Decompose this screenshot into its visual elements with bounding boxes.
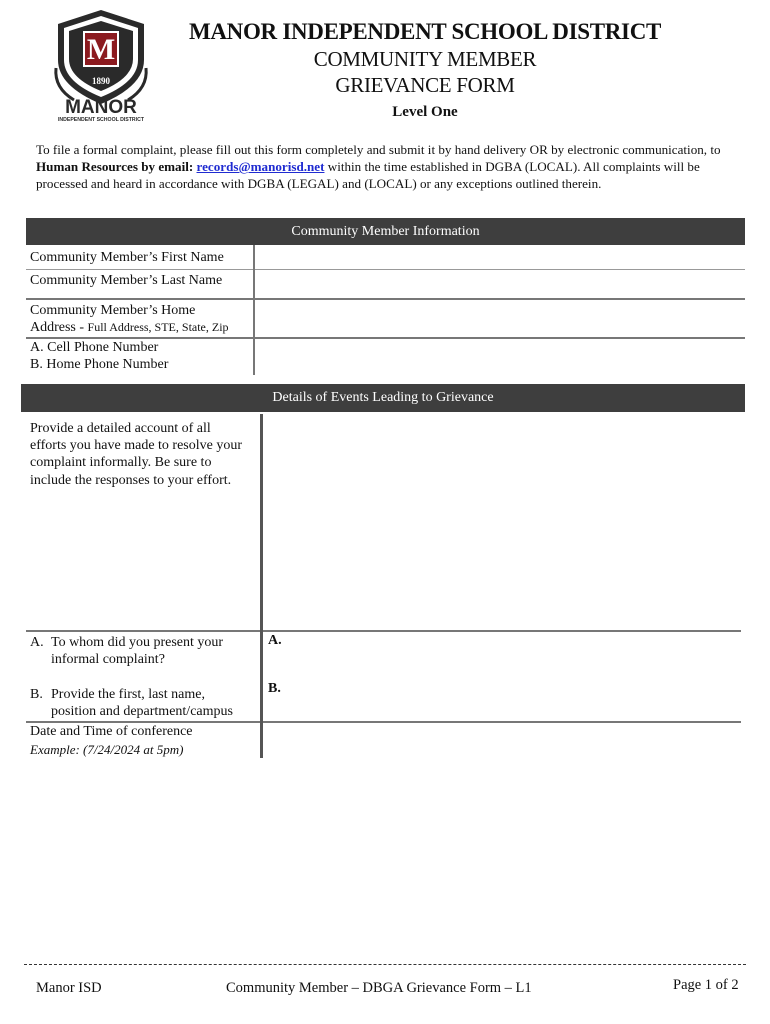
to-whom-label-line2: informal complaint? [51,652,165,667]
home-phone-label: B. Home Phone Number [30,357,169,372]
last-name-label: Community Member’s Last Name [30,273,223,288]
to-whom-prefix: A. [30,635,44,650]
address-field[interactable] [256,300,744,336]
phone-field[interactable] [256,339,744,375]
level-label: Level One [392,104,458,120]
section-header-member-info: Community Member Information [26,218,745,245]
logo-subtitle: INDEPENDENT SCHOOL DISTRICT [57,117,145,122]
logo-letter: M [86,33,116,66]
contact-person-field[interactable] [264,680,742,720]
account-label-line2: efforts you have made to resolve your [30,438,243,453]
to-whom-field[interactable] [264,632,742,680]
email-link[interactable]: records@manorisd.net [196,159,325,174]
title-block [160,18,690,121]
footer-divider [24,964,746,965]
district-name: MANOR INDEPENDENT SCHOOL DISTRICT [188,19,662,44]
date-example: Example: (7/24/2024 at 5pm) [30,742,184,757]
provide-label-line1: Provide the first, last name, [51,687,205,702]
address-label-line2: Address - Full Address, STE, State, Zip [30,320,229,335]
date-label: Date and Time of conference [30,724,193,739]
first-name-label: Community Member’s First Name [30,250,224,265]
account-label-line1: Provide a detailed account of all [30,421,211,436]
form-title-line1: COMMUNITY MEMBER [313,47,537,71]
logo-name: MANOR [65,97,137,118]
intro-paragraph [36,141,736,192]
provide-prefix: B. [30,687,43,702]
column-divider [260,414,263,758]
footer-center: Community Member – DBGA Grievance Form – L1 [226,980,532,996]
section-header-details: Details of Events Leading to Grievance [21,384,745,412]
footer-left: Manor ISD [36,980,102,996]
account-label-line4: include the responses to your effort. [30,473,232,488]
first-name-field[interactable] [256,245,744,269]
logo-year: 1890 [92,76,110,86]
address-label-line1: Community Member’s Home [30,303,196,318]
intro-text-2: within the time established in DGBA (LOCAL). All complaints will be processed and heard in accordance with DGBA (LEGAL) and (LOCAL) or any exceptions outlined therein. [36,159,700,191]
form-title-line2: GRIEVANCE FORM [335,73,515,97]
account-label-line3: complaint informally. Be sure to [30,455,212,470]
last-name-field[interactable] [256,270,744,297]
cell-phone-label: A. Cell Phone Number [30,340,159,355]
hr-label: Human Resources by email: [36,159,197,174]
manor-isd-logo [48,8,154,122]
intro-text-1: To file a formal complaint, please fill out this form completely and submit it by hand delivery OR by electronic communication, to [36,142,721,157]
account-details-field[interactable] [264,414,742,629]
answer-b-label: B. [268,681,281,696]
column-divider [253,245,255,375]
date-time-field[interactable] [264,722,742,758]
provide-label-line2: position and department/campus [51,704,233,719]
to-whom-label-line1: To whom did you present your [51,635,224,650]
page-number: Page 1 of 2 [673,977,739,993]
answer-a-label: A. [268,633,282,648]
